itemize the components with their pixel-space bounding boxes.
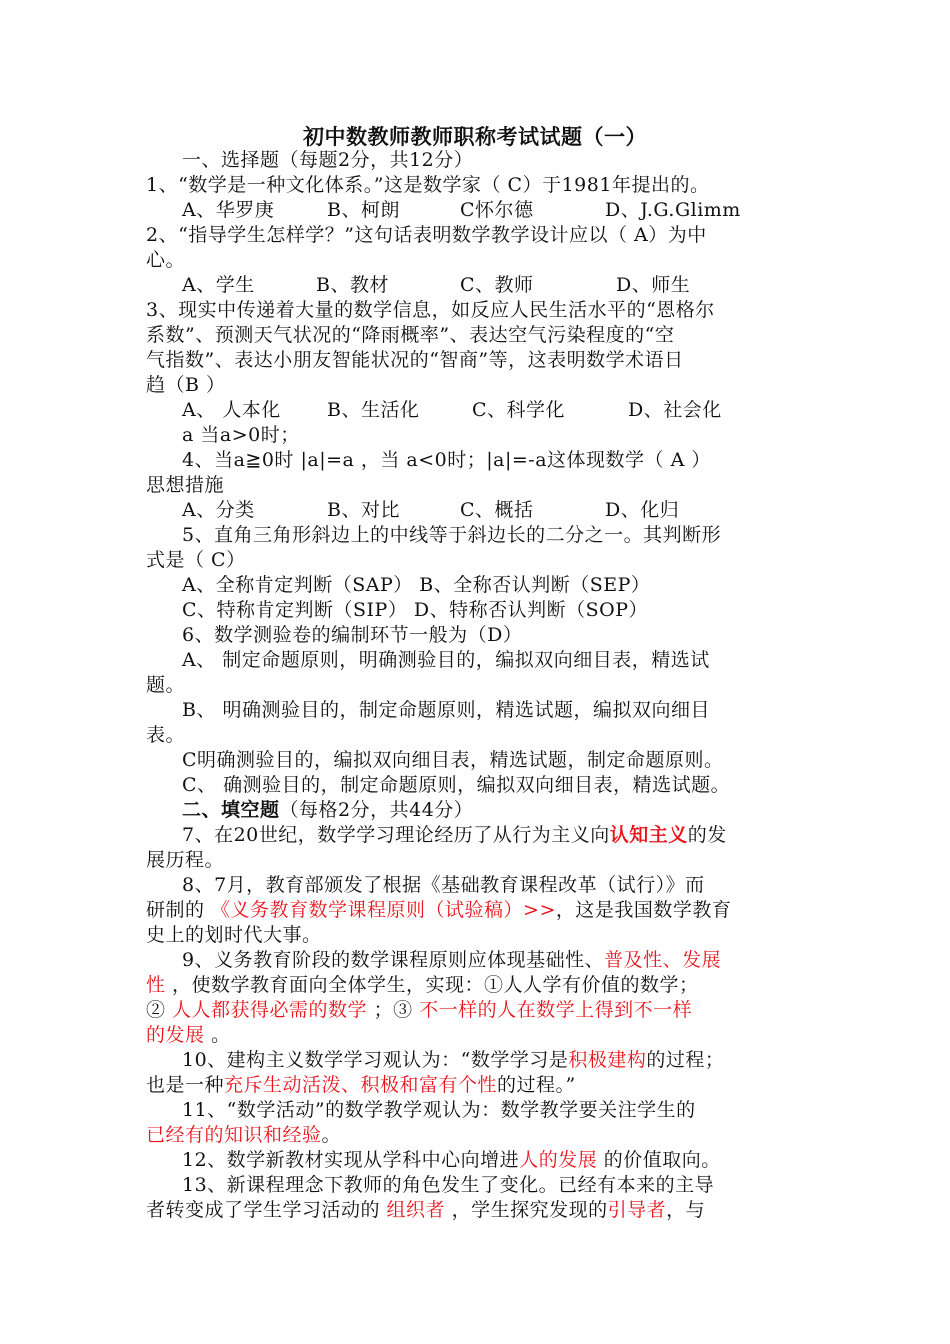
q3-option-d: D、社会化 <box>628 399 722 421</box>
q13-answer-2: 引导者 <box>607 1199 667 1221</box>
q10-text-2: 也是一种 <box>146 1074 225 1096</box>
q4-line1: 4、当a≧0时 |a|=a ，当 a<0时；|a|=-a这体现数学（ A ） <box>182 449 711 471</box>
section2-note: （每格2分，共44分） <box>279 799 474 821</box>
q12-answer: 人的发展 <box>519 1149 598 1171</box>
q1-option-d: D、J.G.Glimm <box>605 199 741 221</box>
q12-text: 12、数学新教材实现从学科中心向增进 <box>182 1149 520 1171</box>
q9-text: 9、义务教育阶段的数学课程原则应体现基础性、 <box>182 949 605 971</box>
q11-answer: 已经有的知识和经验 <box>146 1124 322 1146</box>
q4-option-b: B、对比 <box>327 499 400 521</box>
q1-stem: 1、“数学是一种文化体系。”这是数学家（ C）于1981年提出的。 <box>146 174 710 196</box>
q2-options <box>182 273 690 297</box>
q11-line1: 11、“数学活动”的数学教学观认为：数学教学要关注学生的 <box>182 1099 696 1121</box>
q13-line2 <box>146 1198 705 1222</box>
q9-text-2: ，使数学教育面向全体学生，实现：①人人学有价值的数学； <box>165 974 699 996</box>
q9-answer-1: 普及性、发展 <box>604 949 722 971</box>
q9-answer-2: 人人都获得必需的数学 <box>172 999 368 1021</box>
q4-option-c: C、概括 <box>460 499 534 521</box>
q6-option-d: C、 确测验目的，制定命题原则，编拟双向细目表，精选试题。 <box>182 774 731 796</box>
q6-option-a-line1: A、 制定命题原则，明确测验目的，编拟双向细目表，精选试 <box>182 649 710 671</box>
q2-stem-line2: 心。 <box>146 249 186 271</box>
q3-options <box>182 398 722 422</box>
q7-text-end: 的发 <box>687 824 727 846</box>
q8-line2 <box>146 898 731 922</box>
q9-marker-2: ② <box>146 999 173 1021</box>
q8-answer: 《义务教育数学课程原则（试验稿）>> <box>211 899 556 921</box>
q11-text-end: 。 <box>321 1124 342 1146</box>
q7-line1 <box>182 823 727 847</box>
document-title: 初中数教师教师职称考试试题（一） <box>303 124 647 149</box>
q4-pre-line: a 当a>0时； <box>182 424 300 446</box>
q9-answer-3: 不一样的人在数学上得到不一样 <box>419 999 693 1021</box>
q10-line1 <box>182 1048 724 1072</box>
section2-heading <box>182 798 473 822</box>
q8-text: 研制的 <box>146 899 212 921</box>
q10-text-mid: 的过程； <box>646 1049 725 1071</box>
q9-line3 <box>146 998 692 1022</box>
q10-line2 <box>146 1073 576 1097</box>
q5-line2: 式是（ C） <box>146 549 246 571</box>
q3-option-a: A、 人本化 <box>182 399 281 421</box>
q9-line4 <box>146 1023 231 1047</box>
q13-answer-1: 组织者 <box>386 1199 446 1221</box>
q10-answer-2: 充斥生动活泼、积极和富有个性 <box>224 1074 498 1096</box>
q6-stem: 6、数学测验卷的编制环节一般为（D） <box>182 624 523 646</box>
q9-answer-3-end: 的发展 <box>146 1024 205 1046</box>
q6-option-a-line2: 题。 <box>146 674 186 696</box>
q4-line2: 思想措施 <box>146 474 225 496</box>
q9-answer-1-end: 性 <box>146 974 166 996</box>
q3-line1: 3、现实中传递着大量的数学信息，如反应人民生活水平的“恩格尔 <box>146 299 715 321</box>
q8-line1: 8、7月，教育部颁发了根据《基础教育课程改革（试行）》而 <box>182 874 705 896</box>
q3-line4: 趋（B ） <box>146 374 226 396</box>
q9-text-end: 。 <box>204 1024 231 1046</box>
q6-option-b-line1: B、 明确测验目的，制定命题原则，精选试题，编拟双向细目 <box>182 699 711 721</box>
q6-option-c: C明确测验目的，编拟双向细目表，精选试题，制定命题原则。 <box>182 749 724 771</box>
q8-line3: 史上的划时代大事。 <box>146 924 322 946</box>
q3-option-c: C、科学化 <box>472 399 566 421</box>
q13-text-mid: ，学生探究发现的 <box>445 1199 608 1221</box>
q13-text: 者转变成了学生学习活动的 <box>146 1199 387 1221</box>
q7-answer: 认知主义 <box>609 824 688 846</box>
q12-line1 <box>182 1148 721 1172</box>
q3-option-b: B、生活化 <box>327 399 420 421</box>
q2-option-a: A、学生 <box>182 274 255 296</box>
q5-line1: 5、直角三角形斜边上的中线等于斜边长的二分之一。其判断形 <box>182 524 722 546</box>
q10-answer-1: 积极建构 <box>568 1049 647 1071</box>
q1-options <box>182 198 741 222</box>
q9-line2 <box>146 973 699 997</box>
q3-line2: 系数”、预测天气状况的“降雨概率”、表达空气污染程度的“空 <box>146 324 675 346</box>
q2-option-d: D、师生 <box>616 274 691 296</box>
q13-line1: 13、新课程理念下教师的角色发生了变化。已经有本来的主导 <box>182 1174 715 1196</box>
q9-marker-3: ；③ <box>367 999 420 1021</box>
q2-stem-line1: 2、“指导学生怎样学？”这句话表明数学教学设计应以（ A）为中 <box>146 224 707 246</box>
q12-text-end: 的价值取向。 <box>597 1149 721 1171</box>
q7-line2: 展历程。 <box>146 849 225 871</box>
q10-text-end: 的过程。” <box>497 1074 576 1096</box>
q11-line2 <box>146 1123 341 1147</box>
q1-option-c: C怀尔德 <box>460 199 534 221</box>
q2-option-c: C、教师 <box>460 274 534 296</box>
q5-options-row2: C、特称肯定判断（SIP） D、特称否认判断（SOP） <box>182 599 648 621</box>
q6-option-b-line2: 表。 <box>146 724 186 746</box>
q2-option-b: B、教材 <box>316 274 389 296</box>
q10-text: 10、建构主义数学学习观认为：“数学学习是 <box>182 1049 569 1071</box>
q8-text-end: ，这是我国数学教育 <box>555 899 732 921</box>
q13-text-end: ，与 <box>666 1199 706 1221</box>
q1-option-a: A、华罗庚 <box>182 199 275 221</box>
q9-line1 <box>182 948 721 972</box>
q5-options-row1: A、全称肯定判断（SAP） B、全称否认判断（SEP） <box>182 574 651 596</box>
q1-option-b: B、柯朗 <box>327 199 400 221</box>
q4-option-d: D、化归 <box>605 499 680 521</box>
section1-heading: 一、选择题（每题2分，共12分） <box>182 149 474 171</box>
q7-text: 7、在20世纪，数学学习理论经历了从行为主义向 <box>182 824 610 846</box>
q4-options <box>182 498 679 522</box>
q4-option-a: A、分类 <box>182 499 255 521</box>
q3-line3: 气指数”、表达小朋友智能状况的“智商”等，这表明数学术语日 <box>146 349 684 371</box>
section2-title: 二、填空题 <box>182 799 280 821</box>
